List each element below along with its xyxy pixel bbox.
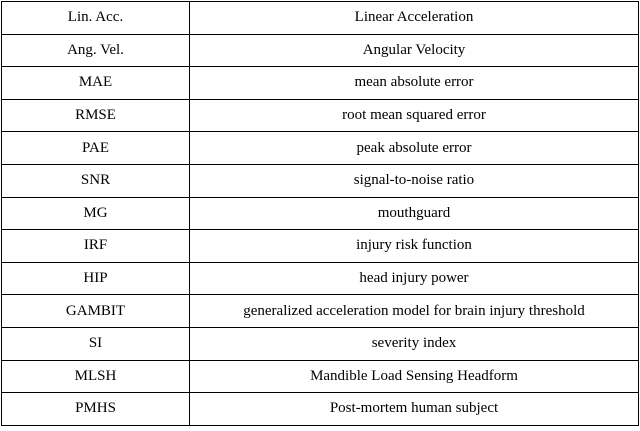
definition-cell: mean absolute error bbox=[190, 67, 639, 100]
definition-cell: mouthguard bbox=[190, 197, 639, 230]
abbreviation-cell: Ang. Vel. bbox=[2, 34, 190, 67]
table-row bbox=[2, 393, 639, 426]
table-row bbox=[2, 2, 639, 35]
definition-cell: signal-to-noise ratio bbox=[190, 164, 639, 197]
abbreviation-cell: MLSH bbox=[2, 360, 190, 393]
definition-cell: root mean squared error bbox=[190, 99, 639, 132]
table-row bbox=[2, 67, 639, 100]
abbreviation-cell: SNR bbox=[2, 164, 190, 197]
table-row bbox=[2, 295, 639, 328]
table-row bbox=[2, 360, 639, 393]
abbreviation-cell: RMSE bbox=[2, 99, 190, 132]
table-row bbox=[2, 327, 639, 360]
table-row bbox=[2, 262, 639, 295]
abbreviation-cell: MG bbox=[2, 197, 190, 230]
table-row bbox=[2, 230, 639, 263]
abbreviation-cell: IRF bbox=[2, 230, 190, 263]
table-row bbox=[2, 99, 639, 132]
table-row bbox=[2, 164, 639, 197]
definition-cell: peak absolute error bbox=[190, 132, 639, 165]
definition-cell: injury risk function bbox=[190, 230, 639, 263]
table-row bbox=[2, 34, 639, 67]
abbreviation-cell: Lin. Acc. bbox=[2, 2, 190, 35]
definition-cell: severity index bbox=[190, 327, 639, 360]
definition-cell: generalized acceleration model for brain injury threshold bbox=[190, 295, 639, 328]
abbreviation-cell: GAMBIT bbox=[2, 295, 190, 328]
table-row bbox=[2, 197, 639, 230]
abbreviation-cell: SI bbox=[2, 327, 190, 360]
abbreviation-cell: HIP bbox=[2, 262, 190, 295]
abbreviation-cell: PMHS bbox=[2, 393, 190, 426]
abbreviation-cell: MAE bbox=[2, 67, 190, 100]
definition-cell: head injury power bbox=[190, 262, 639, 295]
definition-cell: Linear Acceleration bbox=[190, 2, 639, 35]
table-row bbox=[2, 132, 639, 165]
definition-cell: Angular Velocity bbox=[190, 34, 639, 67]
definition-cell: Mandible Load Sensing Headform bbox=[190, 360, 639, 393]
table-body bbox=[2, 2, 639, 426]
definition-cell: Post-mortem human subject bbox=[190, 393, 639, 426]
abbreviation-cell: PAE bbox=[2, 132, 190, 165]
abbreviations-table bbox=[1, 1, 639, 426]
